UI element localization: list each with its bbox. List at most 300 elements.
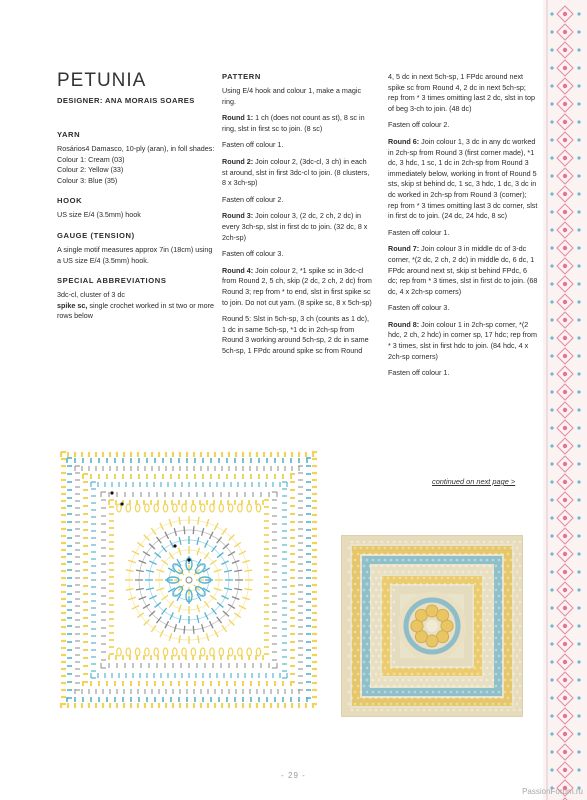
yarn-texture (495, 637, 498, 640)
round-text: Join colour 2, (3dc-cl, 3 ch) in each st around, slst in first 3dc-cl to join. (8 clusters, 8 x 3ch-sp) (222, 156, 370, 188)
yarn-texture (357, 637, 360, 640)
dot-motif (563, 642, 567, 646)
stitch-mark (162, 608, 167, 614)
yarn-texture (465, 553, 468, 556)
dot-motif (563, 264, 567, 268)
yarn-texture (423, 709, 426, 712)
yarn-texture (447, 541, 450, 544)
yarn-texture (465, 577, 468, 580)
yarn-texture (420, 667, 423, 670)
yarn-texture (393, 577, 396, 580)
cluster-symbol (145, 648, 149, 656)
cluster-symbol (163, 504, 167, 512)
dot-motif (563, 228, 567, 232)
yarn-texture (402, 691, 405, 694)
stitch-mark (149, 561, 156, 564)
yarn-texture (489, 661, 492, 664)
yarn-texture (495, 685, 498, 688)
stitch-mark (204, 601, 209, 607)
yarn-texture (387, 589, 390, 592)
yarn-texture (447, 685, 450, 688)
magic-ring (186, 577, 192, 583)
cluster-symbol (191, 648, 195, 656)
stitch-mark (222, 528, 227, 534)
yarn-texture (411, 685, 414, 688)
yarn-texture (444, 679, 447, 682)
yarn-texture (348, 655, 351, 658)
yarn-texture (357, 709, 360, 712)
yarn-texture (498, 667, 501, 670)
yarn-texture (348, 643, 351, 646)
yarn-texture (420, 559, 423, 562)
dot-motif (577, 714, 580, 717)
stitch-mark (155, 602, 161, 607)
stitch-mark (137, 613, 143, 618)
yarn-texture (507, 553, 510, 556)
yarn-texture (360, 559, 363, 562)
yarn-texture (513, 553, 516, 556)
yarn-texture (423, 553, 426, 556)
yarn-texture (348, 679, 351, 682)
dot-motif (550, 678, 553, 681)
yarn-texture (477, 685, 480, 688)
dot-motif (550, 534, 553, 537)
yarn-texture (417, 709, 420, 712)
yarn-texture (360, 595, 363, 598)
yarn-texture (375, 661, 378, 664)
yarn-texture (381, 625, 384, 628)
cluster-symbol (154, 648, 158, 656)
stitch-mark (136, 570, 144, 571)
yarn-texture (390, 631, 393, 634)
yarn-texture (384, 703, 387, 706)
yarn-texture (513, 565, 516, 568)
start-marker (187, 558, 190, 561)
yarn-texture (471, 709, 474, 712)
yarn-texture (510, 667, 513, 670)
dot-motif (563, 696, 567, 700)
round-text: Join colour 2, *1 spike sc in 3dc-cl from Round 2, 5 ch, skip (2 dc, 2 ch, 2 dc) from Round 3; rep from * to end, slst in first spike sc to join. Do not cut yarn. (8 spike sc, 8 x 5ch-sp) (222, 265, 372, 307)
yarn-texture (378, 619, 381, 622)
yarn-texture (420, 547, 423, 550)
yarn-texture (483, 697, 486, 700)
yarn-texture (354, 691, 357, 694)
stitch-mark (169, 552, 174, 558)
yarn-texture (390, 547, 393, 550)
flower-center (426, 620, 438, 632)
yarn-texture (510, 619, 513, 622)
yarn-texture (507, 589, 510, 592)
cluster-symbol (135, 504, 139, 512)
yarn-texture (474, 607, 477, 610)
dot-motif (563, 66, 567, 70)
yarn-texture (378, 631, 381, 634)
stitch-mark (165, 621, 169, 628)
dot-motif (550, 408, 553, 411)
yarn-texture (387, 649, 390, 652)
yarn-texture (435, 673, 438, 676)
yarn-texture (384, 619, 387, 622)
yarn-texture (372, 619, 375, 622)
yarn-texture (384, 691, 387, 694)
petal-symbol (194, 585, 207, 598)
yarn-texture (519, 649, 522, 652)
yarn-texture (396, 559, 399, 562)
round-paragraph (388, 368, 538, 379)
dot-motif (550, 318, 553, 321)
yarn-texture (465, 565, 468, 568)
yarn-texture (450, 583, 453, 586)
stitch-mark (232, 597, 239, 600)
yarn-texture (420, 583, 423, 586)
yarn-texture (426, 583, 429, 586)
yarn-texture (351, 565, 354, 568)
yarn-texture (363, 601, 366, 604)
cluster-symbol (228, 504, 232, 512)
yarn-texture (357, 541, 360, 544)
yarn-texture (447, 697, 450, 700)
stitch-mark (165, 532, 169, 539)
yarn-texture (516, 595, 519, 598)
yarn-texture (357, 673, 360, 676)
yarn-texture (495, 649, 498, 652)
abbreviation-term: 3dc-cl, (57, 290, 79, 300)
yarn-texture (423, 673, 426, 676)
stitch-mark (143, 552, 150, 556)
yarn-texture (453, 673, 456, 676)
yarn-texture (369, 709, 372, 712)
dot-motif (563, 624, 567, 628)
yarn-texture (501, 697, 504, 700)
round-text: Join colour 1 in 2ch-sp corner, *(2 hdc, 2 ch, 2 hdc) in corner sp, 17 hdc; rep from * 3 times, slst in first hdc to join. (84 hdc, 4 x 2ch-sp corners) (388, 319, 538, 361)
yarn-texture (360, 643, 363, 646)
stitch-mark (193, 626, 194, 634)
yarn-texture (387, 661, 390, 664)
yarn-texture (435, 577, 438, 580)
yarn-texture (357, 601, 360, 604)
yarn-texture (501, 565, 504, 568)
yarn-texture (354, 595, 357, 598)
yarn-texture (348, 703, 351, 706)
dot-motif (577, 210, 580, 213)
yarn-texture (378, 547, 381, 550)
yarn-texture (492, 571, 495, 574)
yarn-heading: YARN (57, 130, 81, 139)
abbreviations-section (57, 276, 217, 322)
yarn-texture (498, 559, 501, 562)
yarn-texture (516, 643, 519, 646)
yarn-texture (396, 571, 399, 574)
dot-motif (550, 174, 553, 177)
dot-motif (563, 102, 567, 106)
yarn-texture (486, 571, 489, 574)
yarn-texture (363, 613, 366, 616)
yarn-texture (504, 619, 507, 622)
round-text: Fasten off colour 2. (388, 120, 450, 130)
dot-motif (563, 246, 567, 250)
yarn-texture (459, 685, 462, 688)
yarn-texture (381, 697, 384, 700)
yarn-texture (351, 625, 354, 628)
cluster-symbol (126, 648, 130, 656)
dot-motif (550, 498, 553, 501)
yarn-texture (363, 541, 366, 544)
round-label: Round 2: (222, 156, 254, 166)
yarn-texture (408, 667, 411, 670)
yarn-texture (480, 607, 483, 610)
yarn-texture (381, 601, 384, 604)
yarn-texture (435, 709, 438, 712)
dot-motif (577, 732, 580, 735)
yarn-texture (474, 571, 477, 574)
round-text: Fasten off colour 2. (222, 194, 284, 204)
yarn-texture (498, 547, 501, 550)
dot-motif (550, 156, 553, 159)
dot-motif (577, 660, 580, 663)
yarn-texture (456, 559, 459, 562)
yarn-texture (474, 691, 477, 694)
yarn-texture (480, 667, 483, 670)
yarn-texture (504, 559, 507, 562)
dot-motif (577, 246, 580, 249)
yarn-texture (474, 679, 477, 682)
yarn-texture (417, 697, 420, 700)
yarn-texture (489, 541, 492, 544)
cluster-symbol (135, 648, 139, 656)
yarn-texture (420, 571, 423, 574)
stitch-mark (160, 630, 164, 637)
round-label: Round 8: (388, 319, 420, 329)
yarn-texture (372, 607, 375, 610)
dot-motif (563, 174, 567, 178)
abbreviation-def: single crochet worked in st two or more rows below (57, 300, 215, 321)
yarn-texture (465, 685, 468, 688)
yarn-texture (435, 697, 438, 700)
yarn-texture (390, 607, 393, 610)
yarn-texture (504, 691, 507, 694)
yarn-texture (360, 703, 363, 706)
yarn-texture (504, 679, 507, 682)
yarn-texture (375, 673, 378, 676)
yarn-texture (369, 565, 372, 568)
yarn-texture (480, 571, 483, 574)
yarn-texture (375, 589, 378, 592)
dot-motif (563, 282, 567, 286)
stitch-mark (136, 588, 144, 589)
yarn-texture (417, 541, 420, 544)
yarn-texture (363, 673, 366, 676)
yarn-texture (465, 709, 468, 712)
yarn-texture (489, 601, 492, 604)
yarn-texture (411, 709, 414, 712)
cluster-symbol (173, 648, 177, 656)
stitch-mark (222, 625, 227, 631)
yarn-texture (492, 703, 495, 706)
yarn-texture (348, 559, 351, 562)
yarn-texture (402, 559, 405, 562)
yarn-texture (381, 541, 384, 544)
yarn-texture (375, 541, 378, 544)
round-text: Fasten off colour 1. (388, 227, 450, 237)
yarn-texture (393, 697, 396, 700)
yarn-texture (360, 571, 363, 574)
dot-motif (577, 588, 580, 591)
yarn-texture (390, 643, 393, 646)
yarn-texture (474, 583, 477, 586)
stitch-mark (211, 546, 216, 552)
yarn-texture (492, 607, 495, 610)
yarn-texture (438, 559, 441, 562)
yarn-texture (453, 685, 456, 688)
yarn-texture (408, 583, 411, 586)
dot-motif (577, 516, 580, 519)
dot-motif (577, 336, 580, 339)
cluster-symbol (256, 648, 260, 656)
yarn-texture (507, 601, 510, 604)
dot-motif (550, 336, 553, 339)
yarn-texture (396, 679, 399, 682)
yarn-texture (504, 571, 507, 574)
yarn-texture (369, 613, 372, 616)
yarn-texture (513, 541, 516, 544)
yarn-texture (513, 709, 516, 712)
cluster-symbol (219, 648, 223, 656)
yarn-texture (378, 691, 381, 694)
yarn-texture (477, 601, 480, 604)
yarn-texture (510, 691, 513, 694)
yarn-texture (483, 601, 486, 604)
yarn-texture (354, 607, 357, 610)
yarn-texture (381, 553, 384, 556)
yarn-texture (354, 631, 357, 634)
yarn-texture (387, 613, 390, 616)
yarn-texture (396, 667, 399, 670)
yarn-texture (363, 589, 366, 592)
dot-motif (577, 192, 580, 195)
yarn-texture (480, 595, 483, 598)
yarn-texture (444, 691, 447, 694)
yarn-texture (519, 601, 522, 604)
stitch-mark (244, 570, 252, 571)
yarn-texture (360, 679, 363, 682)
dot-motif (577, 102, 580, 105)
cluster-symbol (182, 648, 186, 656)
stitch-mark (137, 542, 143, 547)
dot-motif (563, 534, 567, 538)
yarn-texture (441, 565, 444, 568)
yarn-texture (504, 631, 507, 634)
yarn-texture (504, 595, 507, 598)
yarn-texture (378, 571, 381, 574)
yarn-texture (369, 577, 372, 580)
dot-motif (550, 48, 553, 51)
dot-motif (550, 264, 553, 267)
yarn-texture (429, 577, 432, 580)
dot-motif (577, 750, 580, 753)
yarn-texture (480, 559, 483, 562)
yarn-texture (498, 583, 501, 586)
yarn-texture (426, 571, 429, 574)
yarn-texture (393, 589, 396, 592)
stitch-mark (221, 561, 228, 564)
yarn-texture (513, 697, 516, 700)
yarn-texture (486, 703, 489, 706)
yarn-texture (498, 643, 501, 646)
petal-symbol (171, 562, 184, 575)
yarn-texture (411, 577, 414, 580)
dot-motif (563, 318, 567, 322)
stitch-mark (217, 617, 222, 623)
dot-motif (563, 552, 567, 556)
yarn-texture (372, 655, 375, 658)
yarn-texture (492, 655, 495, 658)
yarn-texture (519, 685, 522, 688)
yarn-texture (348, 547, 351, 550)
dot-motif (550, 228, 553, 231)
yarn-texture (405, 577, 408, 580)
dot-motif (577, 12, 580, 15)
yarn-texture (501, 589, 504, 592)
yarn-texture (441, 673, 444, 676)
stitch-mark (224, 588, 232, 590)
continued-link[interactable]: continued on next page > (432, 477, 516, 486)
dot-motif (577, 498, 580, 501)
yarn-texture (387, 601, 390, 604)
round-text: Join colour 1, 3 dc in any dc worked in 2ch-sp from Round 3 (first corner made), *1 dc, 3 hdc, 1 sc, 1 dc in 2ch-sp from Round 3 immediately below, working in front of Round 5 sts, skip st behind dc, 1 sc, 3 hdc, 1 dc, 3 dc in dc worked in 2ch-sp from Round 3 (corner); rep from * 3 times omitting last 3 dc corner, slst in first dc to join. (24 dc, 24 hdc, 8 sc) (388, 136, 538, 221)
yarn-texture (426, 667, 429, 670)
yarn-texture (447, 565, 450, 568)
round-text: 4, 5 dc in next 5ch-sp, 1 FPdc around next spike sc from Round 4, 2 dc in next 5ch-sp; rep from * 3 times omitting last 2 dc, slst in top of beg 3-ch to join. (48 dc) (388, 72, 535, 113)
yarn-texture (471, 685, 474, 688)
designer-credit: DESIGNER: ANA MORAIS SOARES (57, 96, 195, 105)
cluster-symbol (247, 504, 251, 512)
round-paragraph (222, 266, 372, 308)
yarn-texture (510, 655, 513, 658)
dot-motif (577, 606, 580, 609)
yarn-texture (363, 553, 366, 556)
yarn-texture (366, 679, 369, 682)
yarn-texture (495, 709, 498, 712)
stitch-mark (210, 560, 216, 565)
yarn-texture (507, 697, 510, 700)
yarn-texture (360, 691, 363, 694)
stitch-mark (210, 621, 214, 628)
yarn-texture (489, 673, 492, 676)
yarn-texture (360, 547, 363, 550)
yarn-texture (495, 553, 498, 556)
round-text: Fasten off colour 3. (222, 249, 284, 259)
yarn-texture (366, 571, 369, 574)
yarn-texture (378, 607, 381, 610)
dot-motif (577, 444, 580, 447)
stitch-mark (217, 553, 223, 558)
yarn-texture (489, 565, 492, 568)
yarn-texture (378, 679, 381, 682)
yarn-texture (438, 571, 441, 574)
dot-motif (550, 462, 553, 465)
yarn-texture (363, 697, 366, 700)
yarn-texture (510, 679, 513, 682)
stitch-mark (197, 537, 199, 545)
dot-motif (577, 84, 580, 87)
yarn-texture (387, 625, 390, 628)
yarn-texture (396, 703, 399, 706)
yarn-texture (468, 547, 471, 550)
yarn-texture (423, 577, 426, 580)
yarn-texture (372, 643, 375, 646)
round-paragraph (388, 228, 538, 239)
yarn-texture (411, 553, 414, 556)
